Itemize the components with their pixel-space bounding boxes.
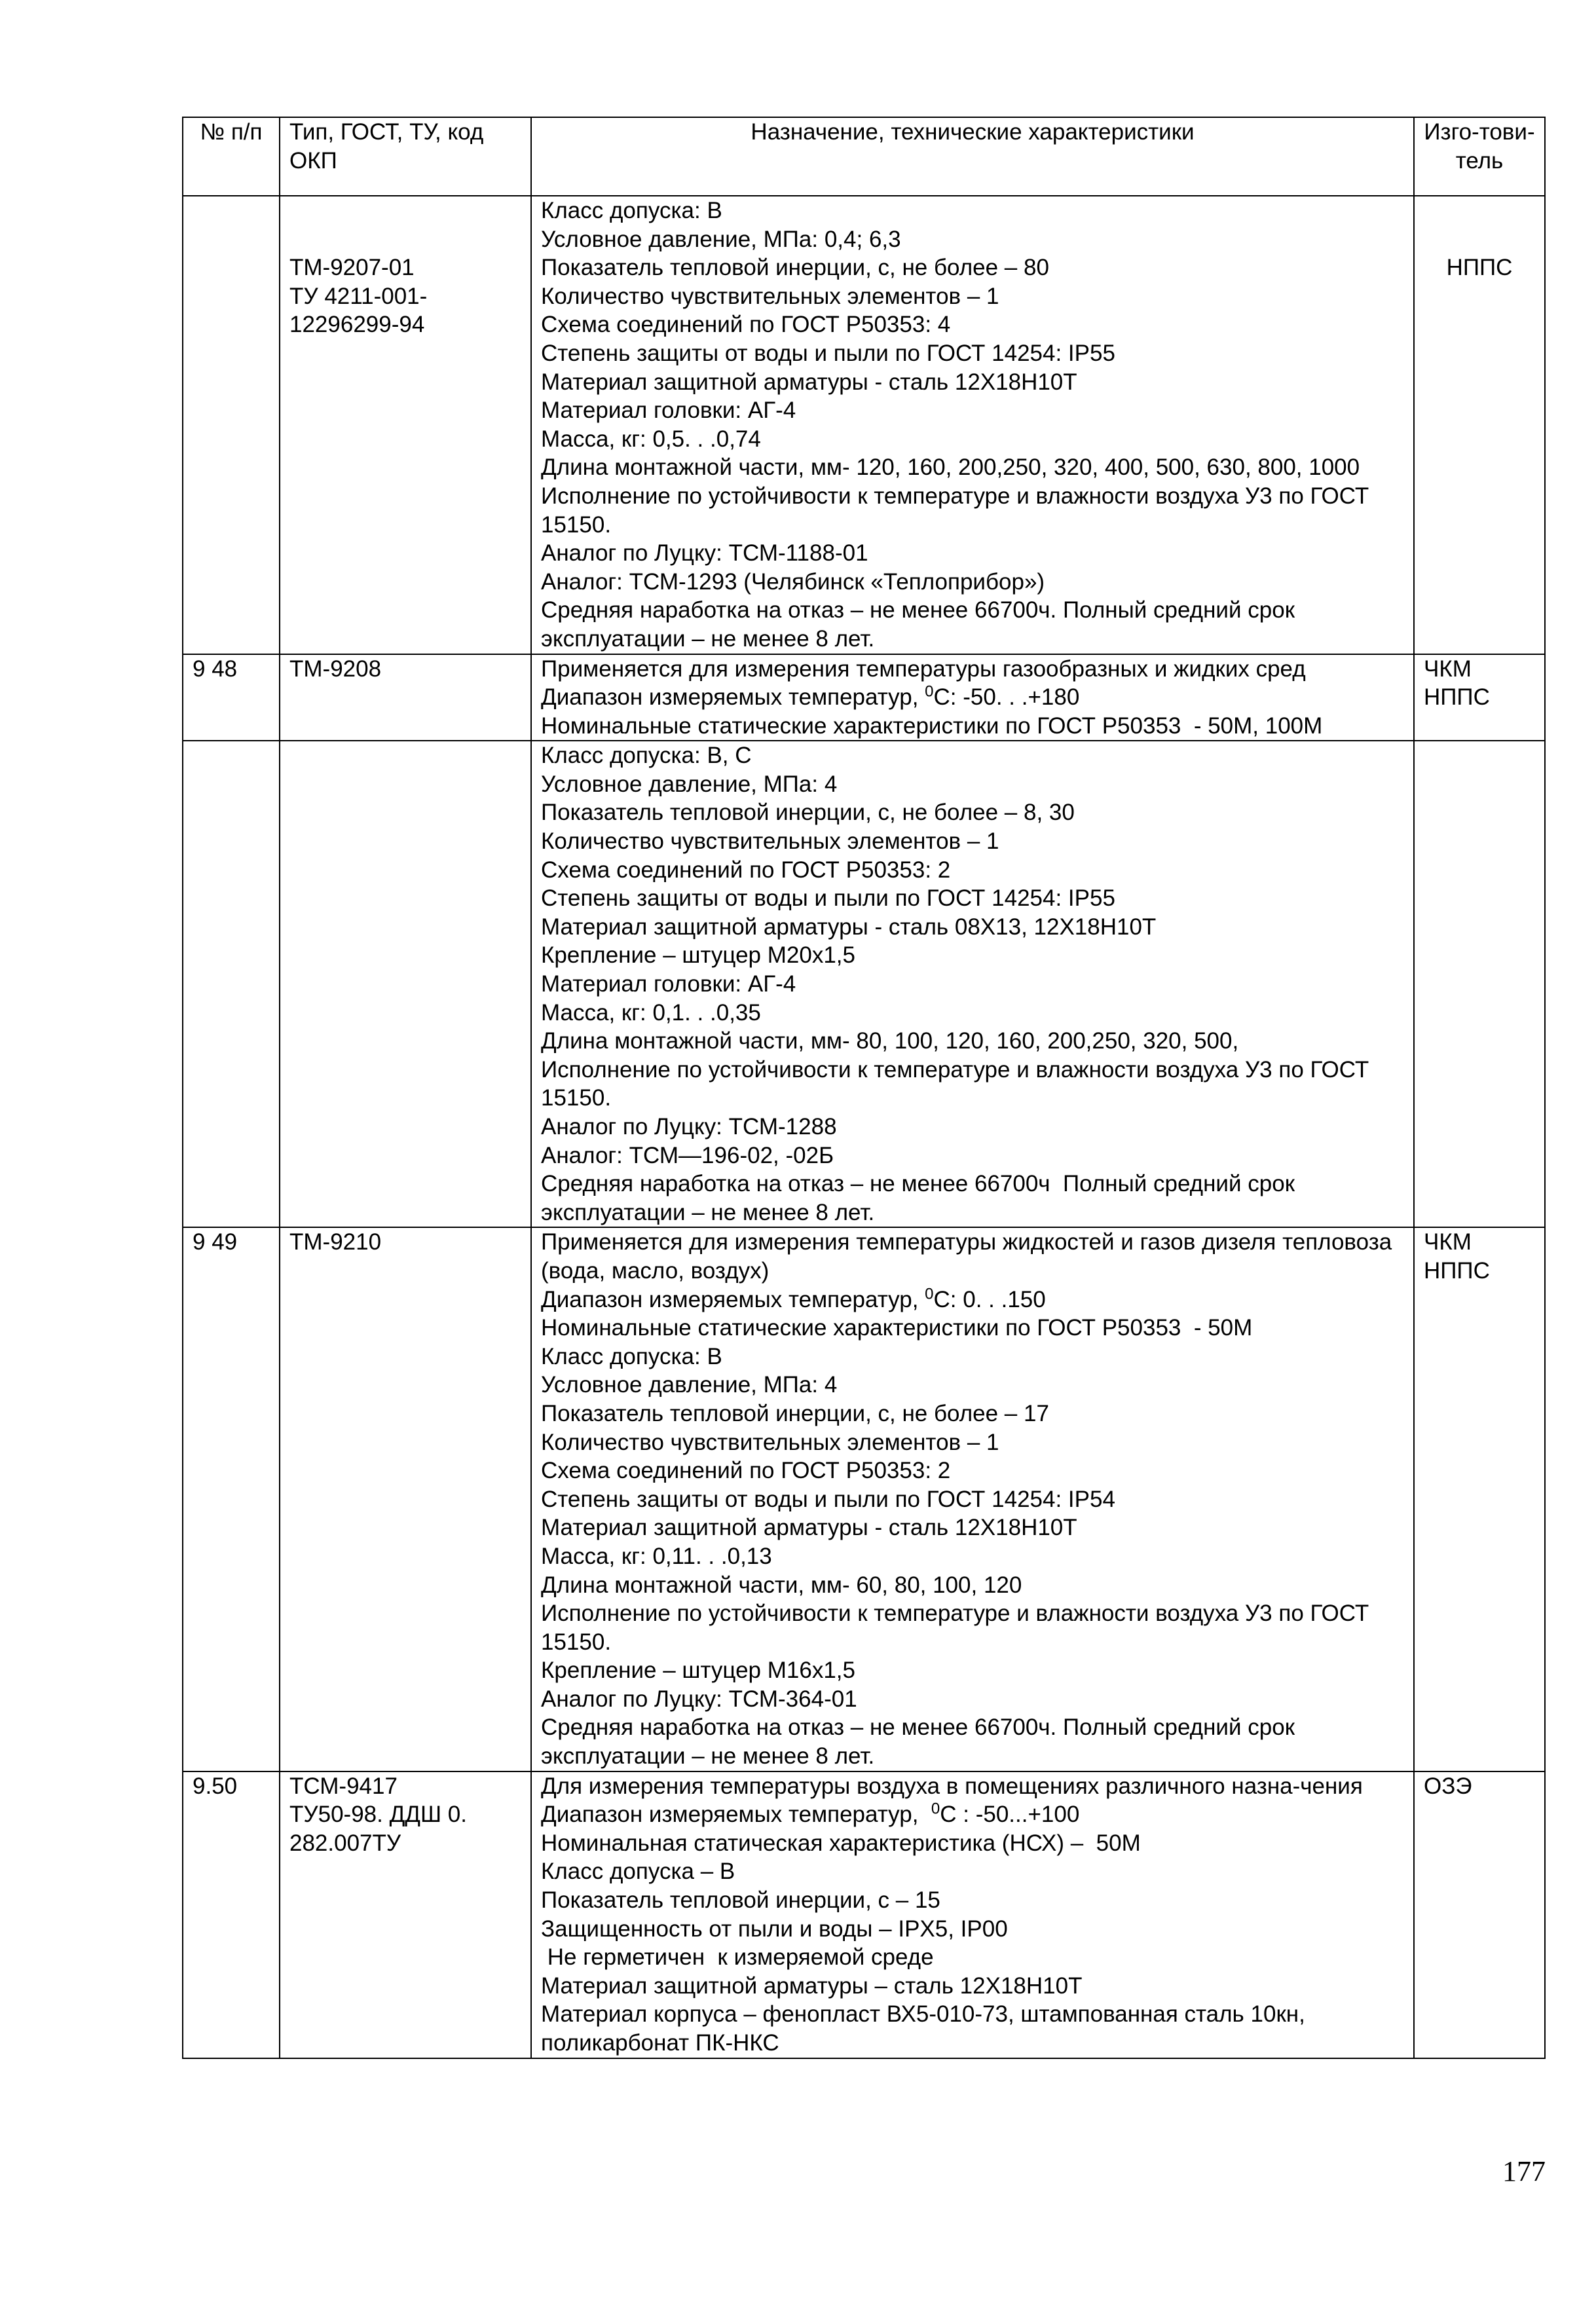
spec-line: Крепление – штуцер М20х1,5 [541,942,855,969]
row-manufacturer-cell [1414,741,1545,1227]
row-description-cell [531,1771,1414,2058]
spec-line: Показатель тепловой инерции, с, не более – 8, 30 [541,800,1075,826]
row-description-cell [531,654,1414,741]
row-number-cell [183,196,280,654]
spec-table [182,117,1546,2059]
manufacturer-label: ЧКМ [1424,1229,1472,1255]
row-type-cell: ТМ-9210 [280,1227,531,1771]
spec-line: Номинальная статическая характеристика (НСХ) – 50М [541,1830,1141,1856]
spec-line: Не герметичен к измеряемой среде [541,1944,934,1971]
spec-line: Степень защиты от воды и пыли по ГОСТ 14254: IP55 [541,340,1115,366]
row-manufacturer-cell: ОЗЭ [1414,1771,1545,2058]
table-row [183,1771,1545,2058]
spec-line: Условное давление, МПа: 0,4; 6,3 [541,226,901,252]
spec-line: Схема соединений по ГОСТ Р50353: 4 [541,312,951,338]
spec-line: Условное давление, МПа: 4 [541,1372,838,1398]
spec-line: Материал защитной арматуры – сталь 12Х18Н10Т [541,1973,1083,1999]
row-number-cell: 9 48 [183,654,280,741]
header-manufacturer: Изго-тови-тель [1414,117,1545,196]
spec-line: Схема соединений по ГОСТ Р50353: 2 [541,857,951,883]
spec-line: Материал корпуса – фенопласт ВХ5-010-73, штампованная сталь 10кн, поликарбонат ПК-НКС [541,2001,1312,2056]
type-line: ТСМ-9417 [289,1773,398,1799]
spec-line: Количество чувствительных элементов – 1 [541,828,999,855]
manufacturer-label: НППС [1424,1257,1490,1284]
row-description-cell [531,741,1414,1227]
spec-line: Материал защитной арматуры - сталь 08Х13, 12Х18Н10Т [541,914,1157,940]
spec-line: Аналог по Луцку: ТСМ-364-01 [541,1686,857,1712]
spec-line: Аналог: ТСМ-1293 (Челябинск «Теплоприбор») [541,568,1045,595]
spec-line: Условное давление, МПа: 4 [541,771,838,797]
row-type-cell [280,196,531,654]
spec-line: Показатель тепловой инерции, с – 15 [541,1887,940,1914]
spec-line: Средняя наработка на отказ – не менее 66700ч. Полный средний срок эксплуатации – не менее 8 лет. [541,1714,1301,1770]
spec-line: Аналог по Луцку: ТСМ-1288 [541,1114,837,1140]
spec-line: Диапазон измеряемых температур, $^0$С : -50...+100 [541,1800,1080,1828]
spec-line: Масса, кг: 0,5. . .0,74 [541,426,761,452]
spec-line: Материал защитной арматуры - сталь 12Х18Н10Т [541,369,1077,395]
spec-line: Материал головки: АГ-4 [541,971,796,997]
row-manufacturer-cell [1414,654,1545,741]
header-number: № п/п [183,117,280,196]
spec-line: Количество чувствительных элементов – 1 [541,1429,999,1455]
spec-line: Аналог: ТСМ—196-02, -02Б [541,1142,834,1168]
manufacturer-label: ЧКМ [1424,656,1472,682]
type-line: ТУ 4211-001- [289,283,428,309]
spec-line: Класс допуска: В [541,198,722,223]
spec-line: Количество чувствительных элементов – 1 [541,283,999,309]
spec-line: Показатель тепловой инерции, с, не более – 17 [541,1400,1049,1426]
row-description-cell [531,1227,1414,1771]
table-row [183,741,1545,1227]
spec-line: Длина монтажной части, мм- 120, 160, 200,250, 320, 400, 500, 630, 800, 1000 [541,454,1360,481]
spec-line: Средняя наработка на отказ – не менее 66700ч. Полный средний срок эксплуатации – не менее 8 лет. [541,597,1301,652]
table-header-row [183,117,1545,196]
type-line: 282.007ТУ [289,1830,401,1856]
spec-line: Защищенность от пыли и воды – IPX5, IP00 [541,1916,1008,1942]
spec-line: Исполнение по устойчивости к температуре и влажности воздуха У3 по ГОСТ 15150. [541,1056,1375,1111]
spec-line: Класс допуска – В [541,1859,735,1885]
table-row [183,654,1545,741]
spec-line: Материал защитной арматуры - сталь 12Х18Н10Т [541,1515,1077,1541]
spec-line: Материал головки: АГ-4 [541,398,796,424]
row-type-cell [280,741,531,1227]
spec-line: Класс допуска: В [541,1343,722,1369]
spec-line: Для измерения температуры воздуха в помещениях различного назна-чения [541,1773,1363,1799]
spec-line: Крепление – штуцер М16х1,5 [541,1658,855,1684]
row-type-cell [280,1771,531,2058]
spec-line: Аналог по Луцку: ТСМ-1188-01 [541,540,868,566]
spec-line: Номинальные статические характеристики по ГОСТ Р50353 - 50М [541,1315,1253,1341]
page-number: 177 [1502,2155,1546,2187]
spec-line: Средняя наработка на отказ – не менее 66700ч Полный средний срок эксплуатации – не менее 8 лет. [541,1171,1301,1225]
row-manufacturer-cell [1414,196,1545,654]
spec-line: Показатель тепловой инерции, с, не более – 80 [541,255,1049,281]
spec-line: Применяется для измерения температуры газообразных и жидких сред [541,656,1306,682]
row-type-cell: ТМ-9208 [280,654,531,741]
table-row [183,196,1545,654]
spec-line: Диапазон измеряемых температур, $^0$С: 0. . .150 [541,1284,1046,1312]
spec-line: Применяется для измерения температуры жидкостей и газов дизеля тепловоза (вода, масло, воздух) [541,1229,1398,1284]
spec-line: Исполнение по устойчивости к температуре и влажности воздуха У3 по ГОСТ 15150. [541,483,1375,538]
spec-line: Длина монтажной части, мм- 80, 100, 120, 160, 200,250, 320, 500, [541,1028,1239,1054]
table-row [183,1227,1545,1771]
spec-table-container [182,117,1544,2059]
type-line: 12296299-94 [289,312,425,338]
manufacturer-label: НППС [1424,684,1490,711]
spec-line: Масса, кг: 0,11. . .0,13 [541,1543,772,1569]
type-line: ТУ50-98. ДДШ 0. [289,1802,467,1828]
spec-line: Степень защиты от воды и пыли по ГОСТ 14254: IP55 [541,885,1115,912]
spec-line: Степень защиты от воды и пыли по ГОСТ 14254: IP54 [541,1486,1115,1512]
row-number-cell: 9 49 [183,1227,280,1771]
spec-line: Класс допуска: В, С [541,743,752,769]
row-number-cell [183,741,280,1227]
row-number-cell: 9.50 [183,1771,280,2058]
spec-line: Номинальные статические характеристики по ГОСТ Р50353 - 50М, 100М [541,713,1323,739]
header-type: Тип, ГОСТ, ТУ, код ОКП [280,117,531,196]
manufacturer-label: НППС [1446,255,1513,281]
header-description: Назначение, технические характеристики [531,117,1414,196]
row-manufacturer-cell [1414,1227,1545,1771]
row-description-cell [531,196,1414,654]
spec-line: Масса, кг: 0,1. . .0,35 [541,999,761,1026]
spec-line: Диапазон измеряемых температур, $^0$С: -50. . .+180 [541,682,1080,711]
spec-line: Длина монтажной части, мм- 60, 80, 100, 120 [541,1572,1022,1598]
type-line: ТМ-9207-01 [289,255,415,281]
spec-line: Схема соединений по ГОСТ Р50353: 2 [541,1458,951,1484]
spec-line: Исполнение по устойчивости к температуре и влажности воздуха У3 по ГОСТ 15150. [541,1601,1375,1655]
